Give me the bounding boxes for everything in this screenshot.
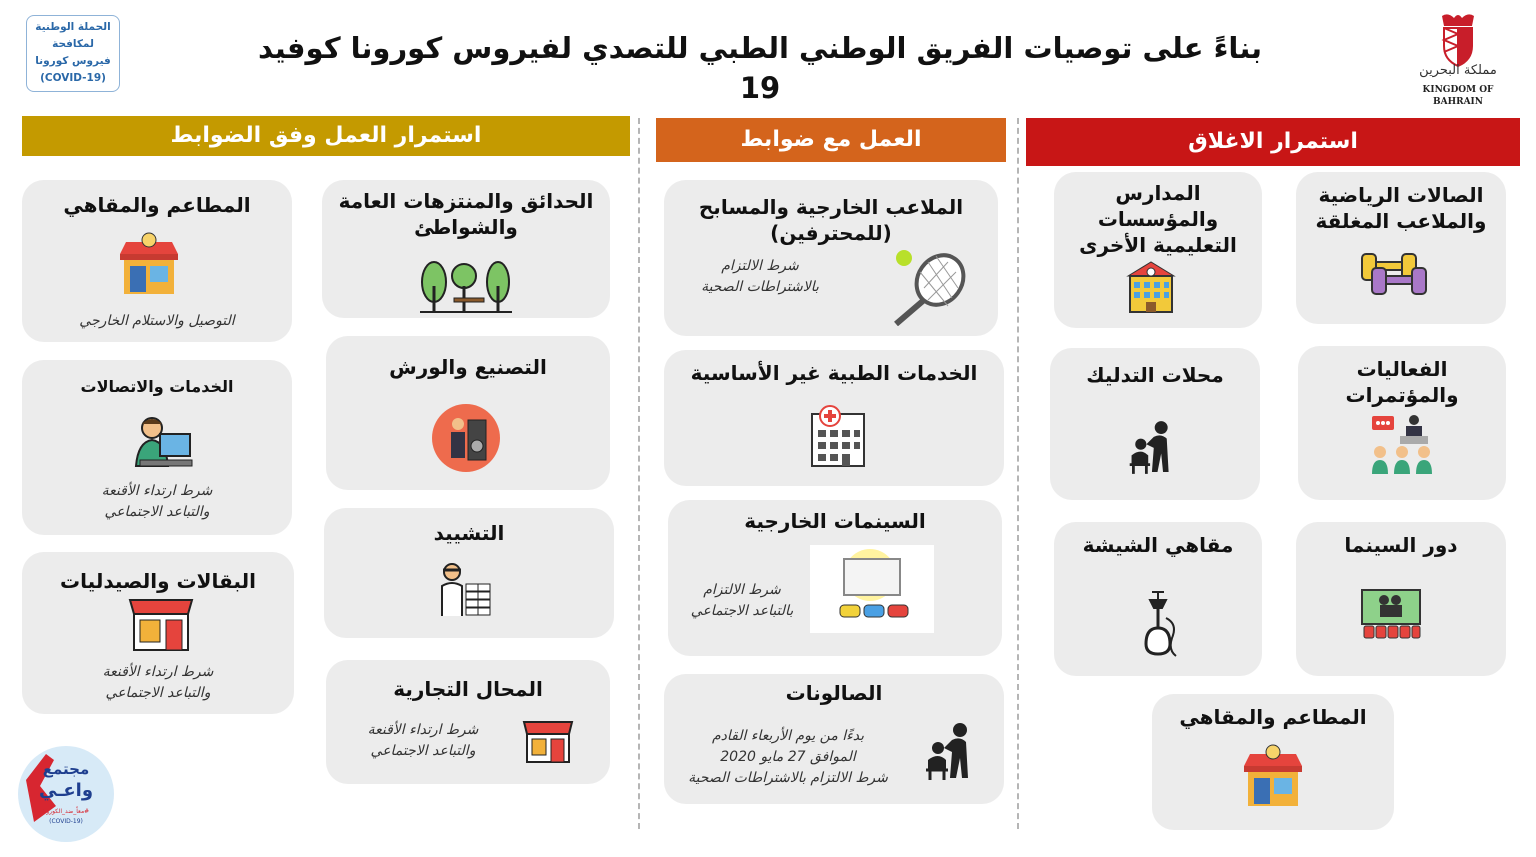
- card-shops: [326, 660, 610, 784]
- header-controls: العمل مع ضوابط: [656, 118, 1006, 162]
- card-restaurants-closed: [1152, 694, 1394, 830]
- card-note: والتباعد الاجتماعي: [370, 743, 476, 759]
- card-construction: [324, 508, 614, 638]
- card-shisha: [1054, 522, 1262, 676]
- card-note: شرط الالتزام بالاشتراطات الصحية: [688, 770, 888, 786]
- card-title: الحدائق والمنتزهات العامة والشواطئ: [338, 189, 594, 239]
- hospital-icon: [808, 404, 868, 468]
- kingdom-english: KINGDOM OF BAHRAIN: [1422, 85, 1494, 107]
- hookah-icon: [1138, 588, 1178, 658]
- dumbbell-icon: [1360, 250, 1430, 296]
- header-continue: استمرار العمل وفق الضوابط: [22, 116, 630, 156]
- card-note: بدءًا من يوم الأربعاء القادم: [711, 728, 864, 744]
- badge-line: (COVID-19): [49, 818, 83, 825]
- office-worker-icon: [132, 416, 194, 470]
- column-divider: [638, 118, 640, 829]
- card-note: بالتباعد الاجتماعي: [690, 603, 794, 619]
- store-icon: [126, 596, 196, 652]
- card-note: والتباعد الاجتماعي: [104, 504, 210, 520]
- trees-icon: [418, 258, 514, 314]
- card-schools: [1054, 172, 1262, 328]
- card-note: والتباعد الاجتماعي: [105, 685, 211, 701]
- kingdom-arabic: مملكة البحرين: [1419, 63, 1497, 78]
- card-title: التعليمية الأخرى: [1079, 233, 1237, 257]
- card-note: شرط ارتداء الأقنعة: [367, 722, 479, 738]
- badge-line: فيروس كورونا: [35, 55, 111, 67]
- badge-line: مجتمع: [42, 760, 90, 778]
- card-events: [1298, 346, 1506, 500]
- emblem-icon: [1428, 10, 1488, 68]
- card-title: المطاعم والمقاهي: [63, 193, 251, 217]
- card-title: والملاعب المغلقة: [1315, 209, 1487, 233]
- card-parks: [322, 180, 610, 318]
- shop-icon: [116, 232, 182, 298]
- factory-worker-icon: [430, 402, 502, 474]
- card-title: الصالات الرياضية: [1318, 183, 1484, 207]
- builder-icon: [434, 562, 494, 618]
- card-gyms: [1296, 172, 1506, 324]
- card-note: الموافق 27 مايو 2020: [720, 749, 856, 765]
- card-manufacturing: [326, 336, 610, 490]
- badge-line: لمكافحة: [52, 38, 94, 50]
- shop-icon: [1240, 744, 1306, 810]
- card-title: المطاعم والمقاهي: [1179, 705, 1367, 729]
- card-medical: [664, 350, 1004, 486]
- card-note: شرط الالتزام: [703, 582, 781, 598]
- card-title: الملاعب الخارجية والمسابح: [698, 195, 964, 219]
- header-closure: استمرار الاغلاق: [1026, 118, 1520, 166]
- bahrain-emblem: [1428, 10, 1488, 68]
- card-note: بالاشتراطات الصحية: [701, 279, 819, 295]
- badge-line: #معاً_ضد_الكورونا: [42, 808, 90, 815]
- card-outdoor-cinemas: [668, 500, 1002, 656]
- badge-line: واعـي: [38, 780, 94, 801]
- card-title: الخدمات الطبية غير الأساسية: [690, 361, 978, 385]
- card-salons: [664, 674, 1004, 804]
- card-note: شرط ارتداء الأقنعة: [101, 483, 213, 499]
- badge-line: (COVID-19): [40, 72, 106, 84]
- drive-in-cinema-icon: [810, 545, 934, 633]
- card-cinemas: [1296, 522, 1506, 676]
- card-title: التصنيع والورش: [389, 355, 547, 379]
- barber-icon: [922, 722, 976, 780]
- tennis-icon: [890, 248, 970, 326]
- aware-community-badge: [18, 746, 114, 842]
- card-title: الخدمات والاتصالات: [80, 377, 234, 396]
- campaign-badge: [26, 15, 120, 92]
- card-restaurants-delivery: [22, 180, 292, 342]
- card-title: السينمات الخارجية: [744, 509, 926, 533]
- card-title: والمؤسسات: [1097, 207, 1219, 231]
- card-note: التوصيل والاستلام الخارجي: [79, 313, 235, 329]
- card-title: الفعاليات والمؤتمرات: [1345, 357, 1459, 407]
- store-icon: [522, 720, 574, 764]
- barber-icon: [1126, 418, 1176, 476]
- badge-line: الحملة الوطنية: [35, 21, 111, 33]
- column-divider: [1017, 118, 1019, 829]
- conference-icon: [1370, 414, 1436, 476]
- card-note: شرط ارتداء الأقنعة: [102, 664, 214, 680]
- card-note: شرط الالتزام: [721, 258, 799, 274]
- card-title: الصالونات: [785, 681, 883, 705]
- card-title: دور السينما: [1344, 533, 1458, 557]
- card-title: (للمحترفين): [770, 221, 892, 245]
- school-icon: [1124, 260, 1178, 314]
- card-title: محلات التدليك: [1086, 363, 1224, 387]
- card-title: المحال التجارية: [393, 677, 543, 701]
- card-stadiums: [664, 180, 998, 336]
- card-services: [22, 360, 292, 535]
- card-title: التشييد: [433, 521, 505, 545]
- cinema-icon: [1360, 588, 1422, 640]
- card-title: مقاهي الشيشة: [1082, 533, 1234, 557]
- card-title: المدارس: [1115, 181, 1201, 205]
- card-massage: [1050, 348, 1260, 500]
- card-title: البقالات والصيدليات: [60, 569, 256, 593]
- card-groceries: [22, 552, 294, 714]
- page-title: بناءً على توصيات الفريق الوطني الطبي للتصدي لفيروس كورونا كوفيد 19: [257, 31, 1263, 105]
